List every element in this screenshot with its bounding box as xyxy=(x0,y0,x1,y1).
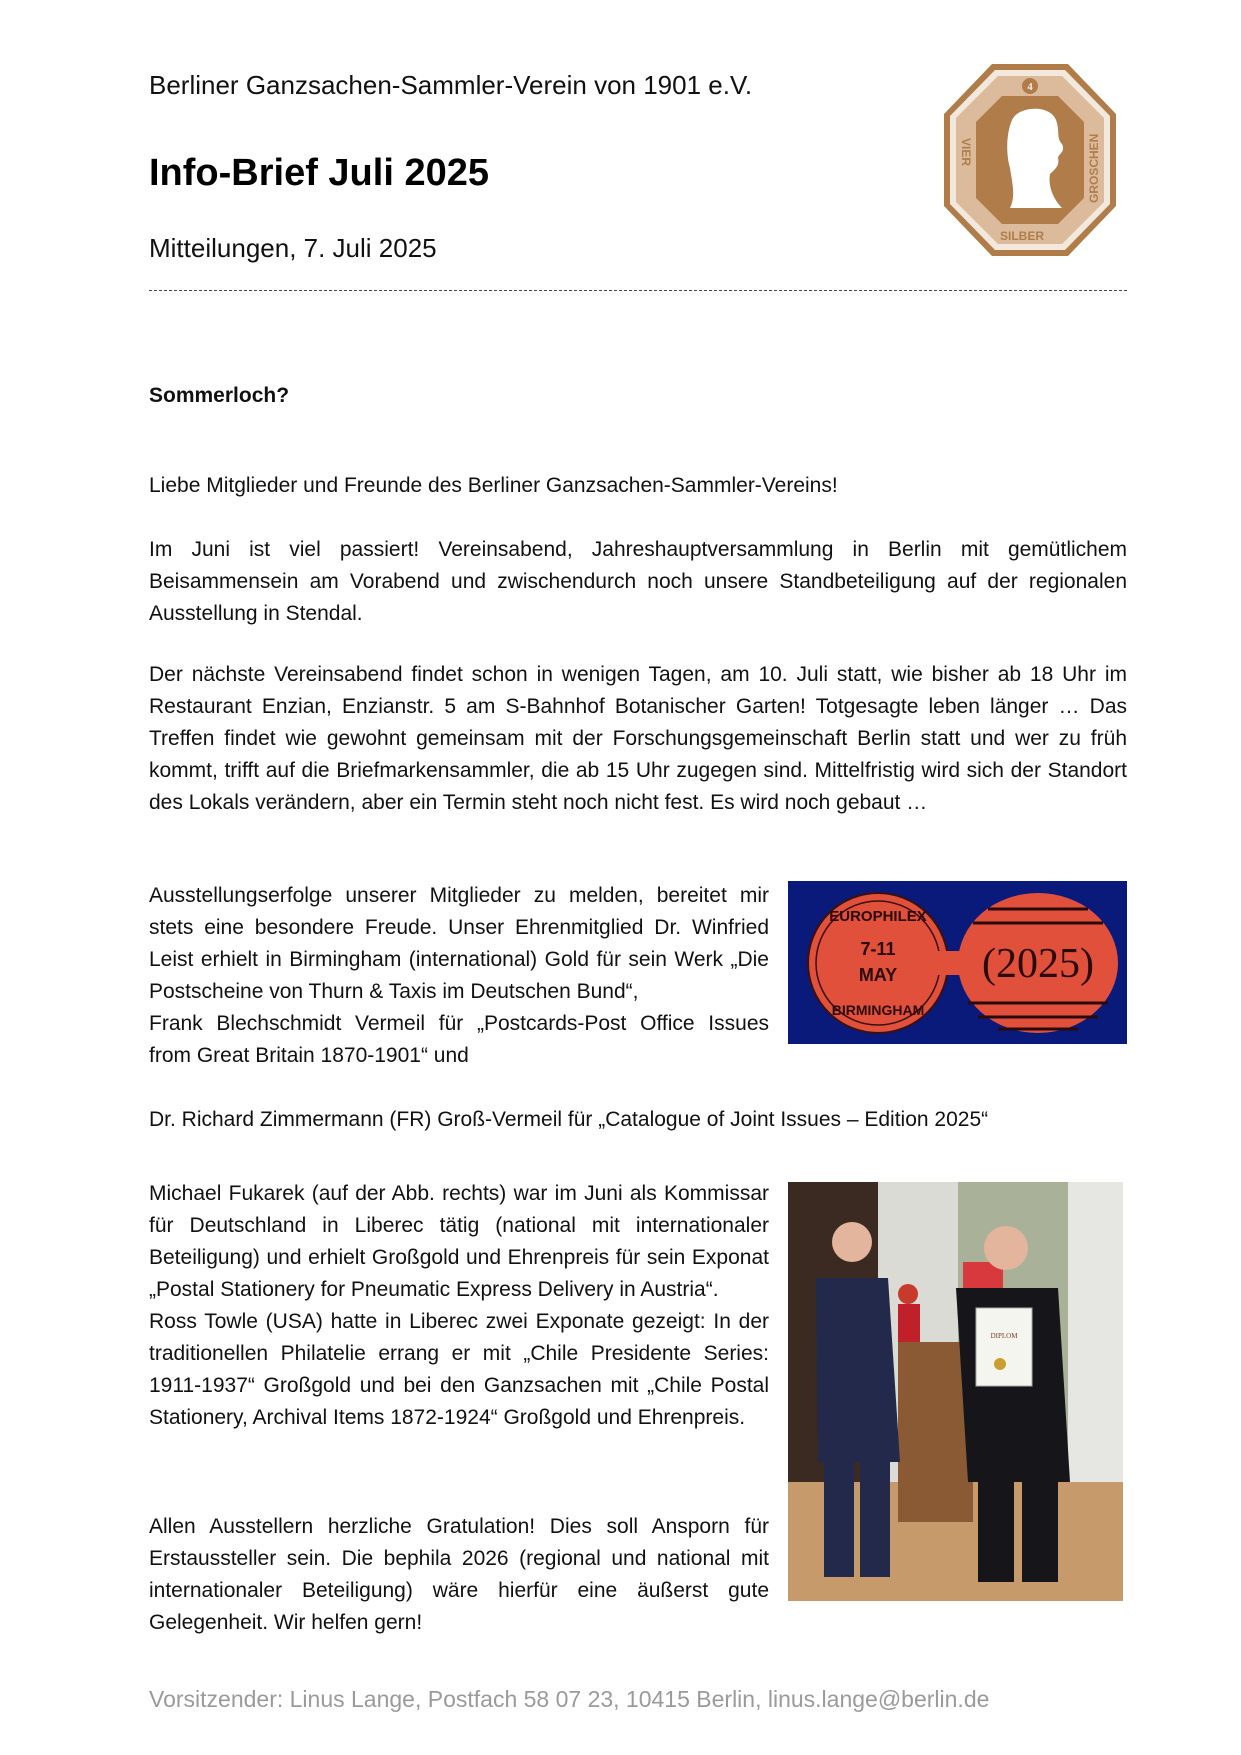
page-title: Info-Brief Juli 2025 xyxy=(149,152,489,194)
section-title: Sommerloch? xyxy=(149,384,290,407)
svg-text:SILBER: SILBER xyxy=(1000,229,1045,243)
paragraph-exhibition-success xyxy=(149,880,769,1072)
paragraph-next-meeting xyxy=(149,659,1127,819)
svg-text:7-11: 7-11 xyxy=(860,939,896,959)
paragraph-text: Michael Fukarek (auf der Abb. rechts) war im Juni als Kommissar für Deutschland in Liberec tätig (national mit internationaler Beteiligung) und erhielt Großgold und Ehrenpreis für sein Exponat „Postal Stationery for Pneumatic Express Delivery in Austria“. xyxy=(149,1182,769,1301)
award-ceremony-photo xyxy=(788,1182,1123,1601)
greeting-paragraph xyxy=(149,470,1127,502)
svg-text:MAY: MAY xyxy=(858,965,898,985)
svg-text:DIPLOM: DIPLOM xyxy=(990,1332,1018,1340)
footer-contact: Vorsitzender: Linus Lange, Postfach 58 07 23, 10415 Berlin, linus.lange@berlin.de xyxy=(149,1686,990,1712)
page-subtitle: Mitteilungen, 7. Juli 2025 xyxy=(149,233,437,263)
paragraph-text: Ausstellungserfolge unserer Mitglieder zu melden, bereitet mir stets eine besondere Freude. Unser Ehrenmitglied Dr. Winfried Leist erhielt in Birmingham (international) Gold für sein Werk „Die Postscheine von Thurn & Taxis im Deutschen Bund“, xyxy=(149,884,769,1003)
svg-text:BIRMINGHAM: BIRMINGHAM xyxy=(831,1002,925,1018)
paragraph-text: Der nächste Vereinsabend findet schon in wenigen Tagen, am 10. Juli statt, wie bisher ab 18 Uhr im Restaurant Enzian, Enzianstr. 5 am S-Bahnhof Botanischer Garten! Totgesagte leben länger … Das Treffen findet wie gewohnt gemeinsam mit der Forschungsgemeinschaft Berlin statt und wer zu früh kommt, trifft auf die Briefmarkensammler, die ab 15 Uhr zugegen sind. Mittelfristig wird sich der Standort des Lokals verändern, aber ein Termin steht noch nicht fest. Es wird noch gebaut … xyxy=(149,663,1127,814)
svg-text:(2025): (2025) xyxy=(982,941,1094,987)
paragraph-text: Allen Ausstellern herzliche Gratulation! Dies soll Ansporn für Erstaussteller sein. Die bephila 2026 (regional und national mit internationaler Beteiligung) wäre hierfür eine äußerst gute Gelegenheit. Wir helfen gern! xyxy=(149,1515,769,1634)
paragraph-text: Dr. Richard Zimmermann (FR) Groß-Vermeil für „Catalogue of Joint Issues – Edition 2025“ xyxy=(149,1108,989,1131)
stamp-logo-icon xyxy=(940,58,1120,262)
paragraph-text: Frank Blechschmidt Vermeil für „Postcards-Post Office Issues from Great Britain 1870-1901“ und xyxy=(149,1012,769,1067)
paragraph-congratulation xyxy=(149,1511,769,1639)
greeting-text: Liebe Mitglieder und Freunde des Berliner Ganzsachen-Sammler-Vereins! xyxy=(149,474,838,497)
paragraph-text: Ross Towle (USA) hatte in Liberec zwei Exponate gezeigt: In der traditionellen Philatelie errang er mit „Chile Presidente Series: 1911-1937“ Großgold und bei den Ganzsachen mit „Chile Postal Stationery, Archival Items 1872-1924“ Großgold und Ehrenpreis. xyxy=(149,1310,769,1429)
header-divider xyxy=(149,290,1127,291)
paragraph-text: Im Juni ist viel passiert! Vereinsabend, Jahreshauptversammlung in Berlin mit gemütlichem Beisammensein am Vorabend und zwischendurch noch unsere Standbeteiligung auf der regionalen Ausstellung in Stendal. xyxy=(149,538,1127,625)
paragraph-june-events xyxy=(149,534,1127,630)
organization-name: Berliner Ganzsachen-Sammler-Verein von 1901 e.V. xyxy=(149,70,753,100)
paragraph-fukarek-towle xyxy=(149,1178,769,1434)
svg-text:EUROPHILEX: EUROPHILEX xyxy=(829,908,927,925)
paragraph-exhibition-success-cont xyxy=(149,1104,1127,1136)
svg-text:GROSCHEN: GROSCHEN xyxy=(1087,133,1101,203)
europhilex-postmark-image xyxy=(788,881,1127,1044)
svg-text:VIER: VIER xyxy=(959,138,973,167)
svg-text:4: 4 xyxy=(1027,81,1033,93)
